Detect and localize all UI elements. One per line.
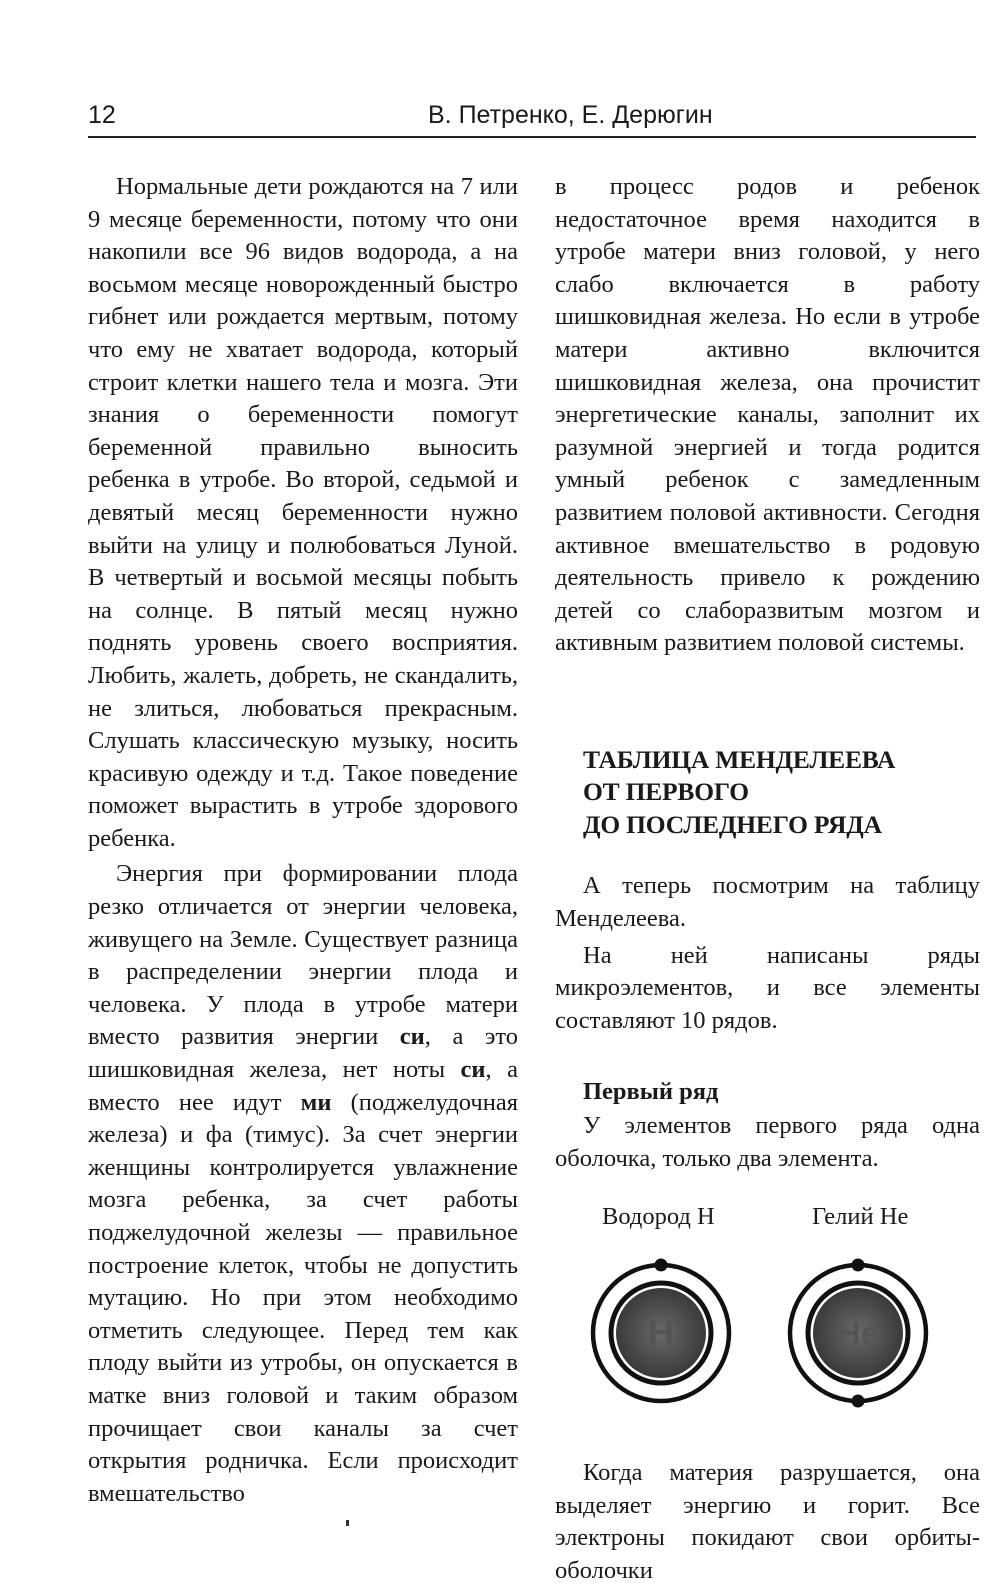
hydrogen-atom — [593, 1259, 729, 1402]
helium-atom — [790, 1259, 926, 1408]
hydrogen-symbol: H — [648, 1312, 674, 1354]
helium-label: Гелий He — [812, 1203, 909, 1231]
print-speck — [346, 1520, 349, 1526]
section-title-line: ДО ПОСЛЕДНЕГО РЯДА — [583, 809, 882, 839]
atom-labels — [555, 1201, 980, 1241]
left-column — [88, 171, 518, 1510]
running-header-authors: В. Петренко, Е. Дерюгин — [428, 101, 713, 129]
atom-diagram-svg — [555, 1241, 980, 1441]
section-title — [583, 744, 980, 842]
electron — [852, 1395, 865, 1408]
text-run: , а это шишковидная железа, нет ноты — [88, 1023, 518, 1084]
running-header — [88, 96, 976, 138]
bold-term: си — [399, 1023, 425, 1051]
body-paragraph: У элементов первого ряда одна оболочка, только два элемента. — [555, 1111, 980, 1172]
helium-symbol: He — [836, 1315, 880, 1354]
right-column — [555, 171, 980, 1588]
text-run: Энергия при формировании плода резко отличается от энергии человека, живущего на Земле. Существует разница в распределении энергии плода и человека. У плода в утробе матери вместо развития энергии — [88, 860, 518, 1051]
electron — [852, 1259, 865, 1272]
bold-term: си — [460, 1056, 486, 1084]
hydrogen-label: Водород H — [602, 1203, 715, 1231]
body-paragraph: На ней написаны ряды микроэлементов, и все элементы составляют 10 рядов. — [555, 941, 980, 1034]
section-title-line: ТАБЛИЦА МЕНДЕЛЕЕВА — [583, 744, 896, 774]
body-paragraph-continued: в процесс родов и ребенок недостаточное время находится в утробе матери вниз головой, у него слабо включается в работу шишковидная железа. Но если в утробе матери активно включится шишковидная железа, она прочистит энергетические каналы, заполнит их разумной энергией и тогда родится умный ребенок с замедленным развитием половой активности. Сегодня активное вмешательство в родовую деятельность привело к рождению детей со слаборазвитым мозгом и активным развитием половой системы. — [555, 173, 980, 657]
body-paragraph: А теперь посмотрим на таблицу Менделеева. — [555, 872, 980, 932]
text-run: (поджелудочная железа) и фа (тимус). За счет энергии женщины контролируется увлажнение мозга ребенка, за счет работы поджелудочной железы — правильное построение клеток, чтобы не допустить мутацию. Но при этом необходимо отметить следующее. Перед тем как плоду выйти из утробы, он опускается в матке вниз головой и таким образом прочищает свои каналы за счет открытия родничка. Если происходит вмешательство — [88, 1088, 518, 1507]
section-title-line: ОТ ПЕРВОГО — [583, 777, 749, 807]
page-number: 12 — [88, 101, 116, 129]
electron — [655, 1259, 668, 1272]
bold-term: ми — [300, 1088, 332, 1116]
subheading: Первый ряд — [583, 1078, 719, 1106]
body-paragraph — [88, 858, 518, 1510]
body-paragraph: Нормальные дети рождаются на 7 или 9 месяце беременности, потому что они накопили все 96 видов водорода, а на восьмом месяце новорожденный быстро гибнет или рождается мертвым, потому что ему не хватает водорода, который строит клетки нашего тела и мозга. Эти знания о беременности помогут беременной правильно выносить ребенка в утробе. Во второй, седьмой и девятый месяц беременности нужно выйти на улицу и полюбоваться Луной. В четвертый и восьмой месяцы побыть на солнце. В пятый месяц нужно поднять уровень своего восприятия. Любить, жалеть, добреть, не скандалить, не злиться, любоваться прекрасным. Слушать классическую музыку, носить красивую одежду и т.д. Такое поведение поможет вырастить в утробе здорового ребенка. — [88, 173, 518, 852]
body-paragraph: Когда материя разрушается, она выделяет энергию и горит. Все электроны покидают свои орбиты-оболочки — [555, 1459, 980, 1584]
atom-diagrams — [555, 1241, 980, 1441]
text-run: , а вместо нее идут — [88, 1056, 519, 1116]
